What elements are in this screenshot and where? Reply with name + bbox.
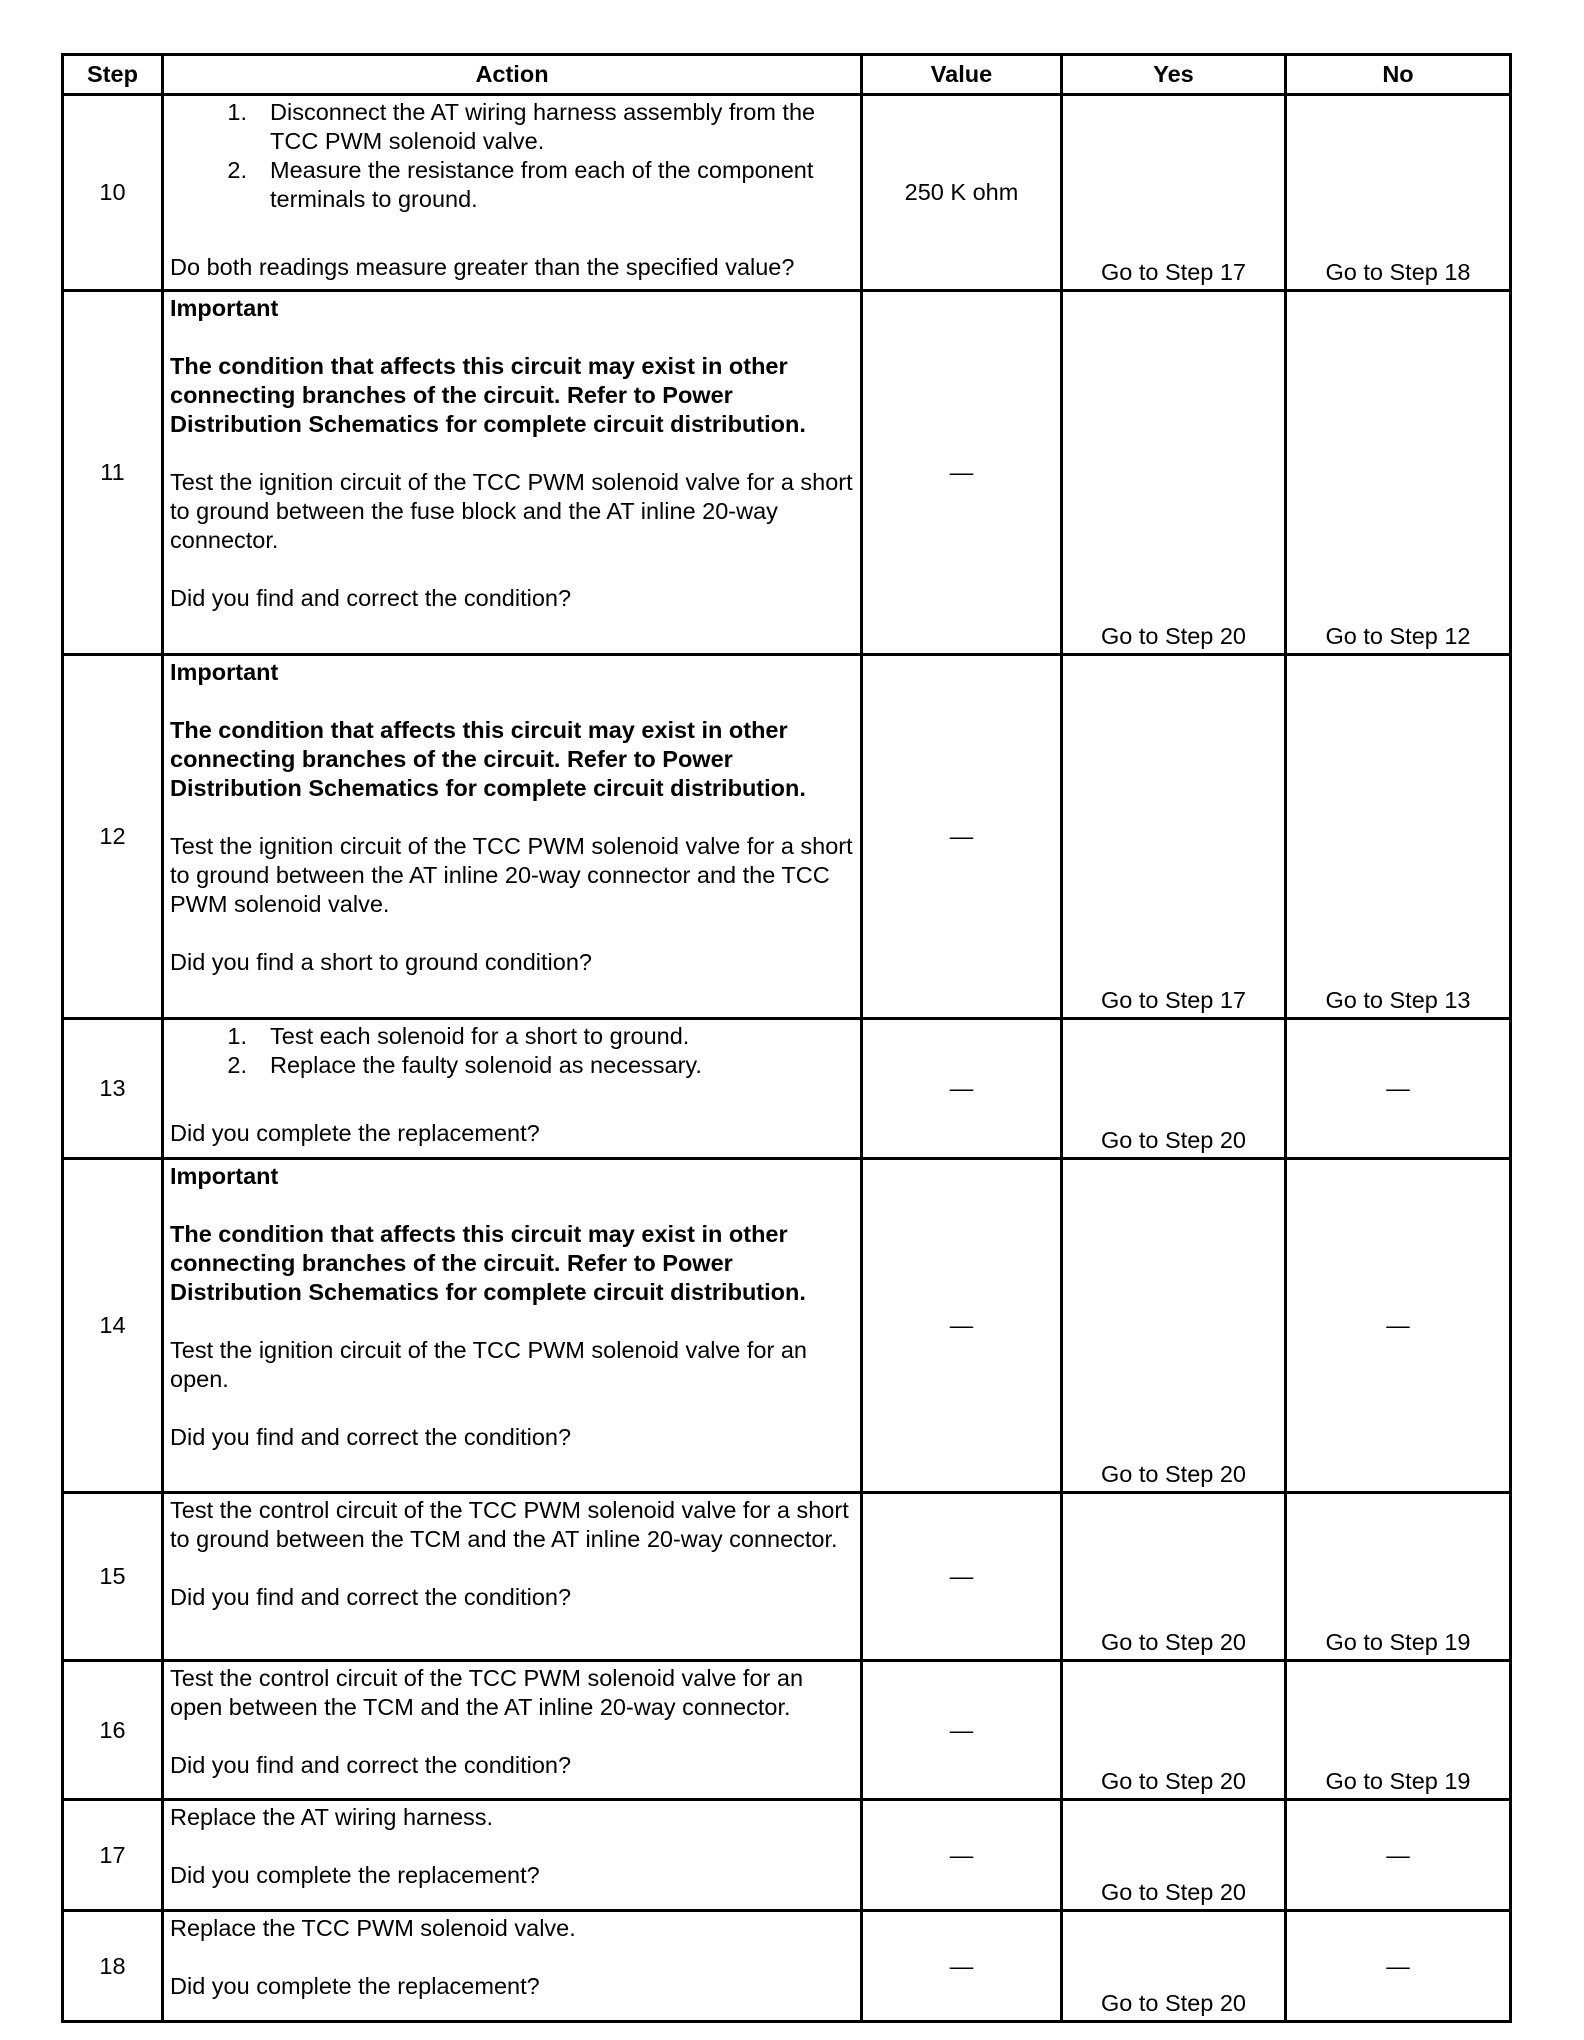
header-yes: Yes	[1062, 55, 1286, 95]
instruction-text: Test the control circuit of the TCC PWM solenoid valve for an open between the TCM and the AT inline 20-way connector.	[170, 1665, 804, 1720]
table-row	[63, 95, 1511, 291]
yes-cell	[1062, 655, 1286, 1019]
important-label: Important	[170, 295, 279, 321]
action-cell	[163, 1159, 862, 1493]
table-row	[63, 1493, 1511, 1661]
question-text: Did you find and correct the condition?	[170, 1424, 572, 1450]
value-cell: —	[862, 1911, 1062, 2022]
list-item	[170, 156, 854, 214]
important-label: Important	[170, 659, 279, 685]
list-text: Disconnect the AT wiring harness assembly from the TCC PWM solenoid valve.	[270, 99, 816, 154]
list-number: 1.	[227, 1023, 247, 1049]
table-row	[63, 1800, 1511, 1911]
list-number: 1.	[227, 99, 247, 125]
yes-cell	[1062, 95, 1286, 291]
no-link[interactable]: Go to Step 19	[1325, 1629, 1471, 1655]
yes-link[interactable]: Go to Step 20	[1100, 1461, 1247, 1487]
instruction-text: Test the ignition circuit of the TCC PWM solenoid valve for a short to ground between the AT inline 20-way connector and the TCC PWM solenoid valve.	[170, 833, 853, 917]
no-link[interactable]: Go to Step 18	[1325, 259, 1471, 285]
value-cell: —	[862, 1493, 1062, 1661]
instruction-list	[170, 1022, 854, 1080]
table-row	[63, 1019, 1511, 1159]
list-text: Test each solenoid for a short to ground.	[270, 1023, 690, 1049]
diagnostic-table	[61, 53, 1512, 2023]
yes-cell	[1062, 1661, 1286, 1800]
action-cell	[163, 1911, 862, 2022]
action-cell	[163, 1661, 862, 1800]
yes-cell	[1062, 1493, 1286, 1661]
instruction-text: Test the ignition circuit of the TCC PWM solenoid valve for an open.	[170, 1337, 807, 1392]
yes-link[interactable]: Go to Step 17	[1100, 987, 1247, 1013]
yes-cell	[1062, 1911, 1286, 2022]
step-number: 12	[63, 655, 163, 1019]
no-link[interactable]: Go to Step 19	[1325, 1768, 1471, 1794]
value-cell: 250 K ohm	[862, 95, 1062, 291]
value-cell: —	[862, 1159, 1062, 1493]
action-cell	[163, 1800, 862, 1911]
header-row	[63, 55, 1511, 95]
list-text: Measure the resistance from each of the component terminals to ground.	[270, 157, 814, 212]
value-cell: —	[862, 1800, 1062, 1911]
no-cell: —	[1286, 1019, 1511, 1159]
table-row	[63, 655, 1511, 1019]
header-action: Action	[163, 55, 862, 95]
step-number: 16	[63, 1661, 163, 1800]
action-cell	[163, 1493, 862, 1661]
no-link[interactable]: Go to Step 13	[1325, 987, 1471, 1013]
question-text: Do both readings measure greater than the specified value?	[170, 254, 795, 280]
question-text: Did you find and correct the condition?	[170, 1752, 572, 1778]
yes-cell	[1062, 291, 1286, 655]
important-note: The condition that affects this circuit may exist in other connecting branches of the circuit. Refer to Power Distribution Schematics for complete circuit distribution.	[170, 1221, 806, 1305]
important-note: The condition that affects this circuit may exist in other connecting branches of the circuit. Refer to Power Distribution Schematics for complete circuit distribution.	[170, 353, 806, 437]
no-cell	[1286, 291, 1511, 655]
list-number: 2.	[227, 157, 247, 183]
yes-link[interactable]: Go to Step 20	[1100, 1629, 1247, 1655]
no-cell	[1286, 1661, 1511, 1800]
table-row	[63, 1911, 1511, 2022]
step-number: 11	[63, 291, 163, 655]
action-cell	[163, 655, 862, 1019]
step-number: 17	[63, 1800, 163, 1911]
important-label: Important	[170, 1163, 279, 1189]
no-cell: —	[1286, 1159, 1511, 1493]
instruction-text: Test the ignition circuit of the TCC PWM solenoid valve for a short to ground between the fuse block and the AT inline 20-way connector.	[170, 469, 853, 553]
table-row	[63, 291, 1511, 655]
action-cell	[163, 95, 862, 291]
step-number: 15	[63, 1493, 163, 1661]
action-cell	[163, 291, 862, 655]
no-cell	[1286, 95, 1511, 291]
yes-link[interactable]: Go to Step 17	[1100, 259, 1247, 285]
no-link[interactable]: Go to Step 12	[1325, 623, 1471, 649]
step-number: 18	[63, 1911, 163, 2022]
step-number: 10	[63, 95, 163, 291]
step-number: 13	[63, 1019, 163, 1159]
instruction-text: Replace the TCC PWM solenoid valve.	[170, 1915, 576, 1941]
action-cell	[163, 1019, 862, 1159]
value-cell: —	[862, 291, 1062, 655]
list-item	[170, 1051, 854, 1080]
instruction-text: Test the control circuit of the TCC PWM solenoid valve for a short to ground between the TCM and the AT inline 20-way connector.	[170, 1497, 849, 1552]
yes-link[interactable]: Go to Step 20	[1100, 1990, 1247, 2016]
no-cell	[1286, 655, 1511, 1019]
important-note: The condition that affects this circuit may exist in other connecting branches of the circuit. Refer to Power Distribution Schematics for complete circuit distribution.	[170, 717, 806, 801]
no-cell: —	[1286, 1800, 1511, 1911]
no-cell: —	[1286, 1911, 1511, 2022]
yes-cell	[1062, 1159, 1286, 1493]
list-text: Replace the faulty solenoid as necessary.	[270, 1052, 702, 1078]
yes-link[interactable]: Go to Step 20	[1100, 1768, 1247, 1794]
list-item	[170, 98, 854, 156]
question-text: Did you complete the replacement?	[170, 1862, 540, 1888]
no-cell	[1286, 1493, 1511, 1661]
question-text: Did you complete the replacement?	[170, 1973, 540, 1999]
yes-cell	[1062, 1019, 1286, 1159]
question-text: Did you complete the replacement?	[170, 1120, 540, 1146]
list-item	[170, 1022, 854, 1051]
header-value: Value	[862, 55, 1062, 95]
list-number: 2.	[227, 1052, 247, 1078]
yes-link[interactable]: Go to Step 20	[1100, 1127, 1247, 1153]
question-text: Did you find a short to ground condition?	[170, 949, 592, 975]
value-cell: —	[862, 1019, 1062, 1159]
value-cell: —	[862, 655, 1062, 1019]
yes-link[interactable]: Go to Step 20	[1100, 1879, 1247, 1905]
instruction-text: Replace the AT wiring harness.	[170, 1804, 494, 1830]
header-step: Step	[63, 55, 163, 95]
question-text: Did you find and correct the condition?	[170, 585, 572, 611]
table-row	[63, 1159, 1511, 1493]
instruction-list	[170, 98, 854, 214]
question-text: Did you find and correct the condition?	[170, 1584, 572, 1610]
table-row	[63, 1661, 1511, 1800]
yes-cell	[1062, 1800, 1286, 1911]
yes-link[interactable]: Go to Step 20	[1100, 623, 1247, 649]
header-no: No	[1286, 55, 1511, 95]
value-cell: —	[862, 1661, 1062, 1800]
step-number: 14	[63, 1159, 163, 1493]
